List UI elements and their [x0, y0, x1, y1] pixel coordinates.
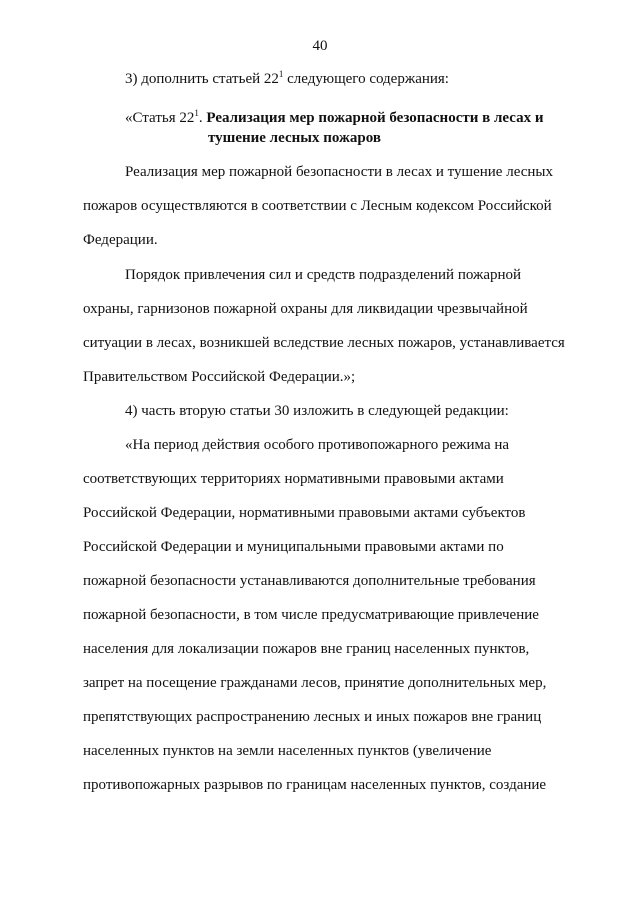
item-3-line: [125, 69, 449, 89]
para1-line-3: Федерации.: [83, 232, 158, 248]
para2-line-2: охраны, гарнизонов пожарной охраны для ликвидации чрезвычайной: [83, 301, 528, 317]
para3-line-3: Российской Федерации, нормативными правовыми актами субъектов: [83, 505, 526, 521]
article-title-line-2: тушение лесных пожаров: [208, 130, 381, 146]
para2-line-4: Правительством Российской Федерации.»;: [83, 369, 356, 385]
para3-line-2: соответствующих территориях нормативными правовыми актами: [83, 471, 504, 487]
para1-line-2: пожаров осуществляются в соответствии с Лесным кодексом Российской: [83, 198, 552, 214]
item-3-superscript: 1: [278, 69, 284, 79]
para3-line-8: запрет на посещение гражданами лесов, принятие дополнительных мер,: [83, 675, 547, 691]
para2-line-1: Порядок привлечения сил и средств подразделений пожарной: [125, 267, 522, 283]
para3-line-6: пожарной безопасности, в том числе предусматривающие привлечение: [83, 607, 539, 623]
para3-line-4: Российской Федерации и муниципальными правовыми актами по: [83, 539, 504, 555]
article-heading: [125, 108, 543, 128]
item-3-suffix: следующего содержания:: [283, 71, 449, 87]
para3-line-1: «На период действия особого противопожарного режима на: [125, 437, 510, 453]
article-dot: .: [198, 110, 207, 126]
page-number: 40: [312, 38, 328, 54]
para3-line-11: противопожарных разрывов по границам населенных пунктов, создание: [83, 777, 547, 793]
para3-line-10: населенных пунктов на земли населенных пунктов (увеличение: [83, 743, 492, 759]
item-3-prefix: 3) дополнить статьей 22: [125, 71, 279, 87]
para3-line-7: населения для локализации пожаров вне границ населенных пунктов,: [83, 641, 530, 657]
para3-line-5: пожарной безопасности устанавливаются дополнительные требования: [83, 573, 536, 589]
item-4-line: 4) часть вторую статьи 30 изложить в следующей редакции:: [125, 403, 509, 419]
para2-line-3: ситуации в лесах, возникшей вследствие лесных пожаров, устанавливается: [83, 335, 565, 351]
para1-line-1: Реализация мер пожарной безопасности в лесах и тушение лесных: [125, 164, 553, 180]
article-open: «Статья 22: [125, 110, 195, 126]
article-title-line-1: Реализация мер пожарной безопасности в лесах и: [206, 110, 544, 126]
article-superscript: 1: [194, 108, 199, 118]
para3-line-9: препятствующих распространению лесных и иных пожаров вне границ: [83, 709, 542, 725]
